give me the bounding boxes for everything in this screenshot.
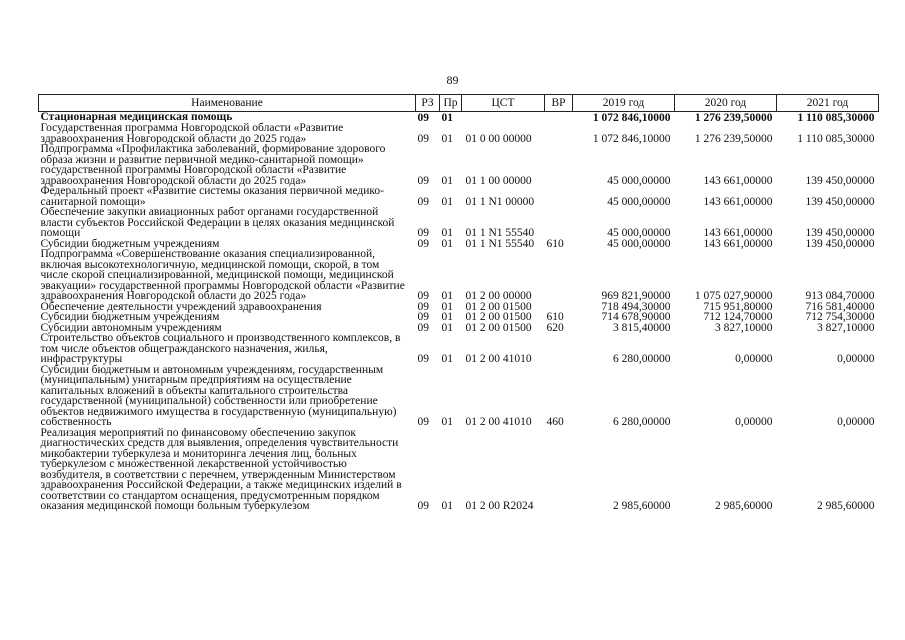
row-2021: 0,00000 (837, 353, 875, 365)
row-2021: 3 827,10000 (817, 321, 875, 334)
row-cst: 01 1 00 00000 (465, 174, 532, 187)
row-cst: 01 2 00 00000 (465, 290, 532, 302)
row-name: Обеспечение деятельности учреждений здравоохранения (40, 300, 322, 313)
row-2020: 2 985,60000 (715, 500, 773, 512)
row-rz: 09 (417, 111, 429, 124)
row-name: Строительство объектов социального и производственного комплексов, в том числе объектов общегражданского назначения, жилья, инфраструктуры (40, 332, 401, 365)
table-row (39, 207, 879, 239)
header-cst: ЦСТ (462, 95, 545, 112)
row-cst: 01 2 00 01500 (465, 321, 532, 334)
row-vr: 610 (546, 237, 564, 250)
table-header-row (39, 95, 879, 112)
header-pr: Пр (440, 95, 462, 112)
row-2021: 139 450,00000 (805, 227, 875, 239)
row-2019: 714 678,90000 (601, 311, 671, 323)
row-2021: 0,00000 (837, 416, 875, 428)
row-pr: 01 (441, 353, 453, 365)
row-rz: 09 (417, 290, 429, 302)
row-2020: 0,00000 (735, 416, 773, 428)
row-2020: 143 661,00000 (703, 237, 773, 250)
row-2021: 1 110 085,30000 (797, 111, 875, 124)
row-rz: 09 (417, 353, 429, 365)
table-row (39, 123, 879, 144)
row-2021: 712 754,30000 (805, 311, 875, 323)
row-pr: 01 (441, 290, 453, 302)
row-cst (462, 112, 545, 124)
row-2019: 1 072 846,10000 (592, 111, 671, 124)
row-pr: 01 (441, 500, 453, 512)
row-2020: 3 827,10000 (715, 321, 773, 334)
row-rz: 09 (417, 174, 429, 187)
row-cst: 01 2 00 01500 (465, 311, 532, 323)
row-2019: 969 821,90000 (601, 290, 671, 302)
header-2019: 2019 год (573, 95, 675, 112)
row-vr: 460 (546, 416, 564, 428)
row-vr (545, 144, 573, 186)
row-pr: 01 (441, 111, 453, 124)
page-number: 89 (446, 73, 459, 87)
row-2020: 143 661,00000 (703, 227, 773, 239)
table-row (39, 333, 879, 365)
row-rz: 09 (417, 195, 429, 208)
row-2019: 1 072 846,10000 (592, 132, 671, 145)
row-pr: 01 (441, 311, 453, 323)
row-cst: 01 2 00 41010 (465, 353, 532, 365)
table-row (39, 312, 879, 323)
row-2021: 913 084,70000 (805, 290, 875, 302)
row-2020: 0,00000 (735, 353, 773, 365)
row-cst: 01 2 00 41010 (465, 416, 532, 428)
row-vr (545, 428, 573, 512)
row-2019: 3 815,40000 (613, 321, 671, 334)
header-2020: 2020 год (675, 95, 777, 112)
row-name: Подпрограмма «Совершенствование оказания специализированной, включая высокотехнологичную, медицинской помощи, скорой, в том числе скорой специализированной, медицинской помощи, медицинской эвакуации» государственной программы Новгородской области «Развитие здравоохранения Новгородской области до 2025 года» (40, 248, 405, 302)
row-vr (545, 333, 573, 365)
row-rz: 09 (417, 132, 429, 145)
row-cst: 01 2 00 R2024 (465, 500, 534, 512)
row-pr: 01 (441, 132, 453, 145)
row-2019: 45 000,00000 (607, 174, 671, 187)
table-row (39, 144, 879, 186)
row-pr: 01 (441, 227, 453, 239)
row-cst: 01 1 N1 55540 (465, 227, 535, 239)
row-name: Государственная программа Новгородской области «Развитие здравоохранения Новгородской области до 2025 года» (40, 122, 344, 145)
row-vr: 620 (546, 321, 564, 334)
row-name: Субсидии бюджетным учреждениям (40, 237, 220, 250)
row-rz: 09 (417, 227, 429, 239)
row-2020: 1 075 027,90000 (694, 290, 773, 302)
row-2020: 1 276 239,50000 (694, 132, 773, 145)
row-2021: 1 110 085,30000 (797, 132, 875, 145)
row-name: Стационарная медицинская помощь (40, 111, 233, 123)
row-pr: 01 (441, 300, 453, 313)
header-vr: ВР (545, 95, 573, 112)
row-pr: 01 (441, 195, 453, 208)
row-2020: 712 124,70000 (703, 311, 773, 323)
table-body (39, 112, 879, 512)
row-2020: 143 661,00000 (703, 174, 773, 187)
table-row (39, 428, 879, 512)
row-rz: 09 (417, 300, 429, 313)
row-2021: 716 581,40000 (805, 300, 875, 313)
table-row (39, 249, 879, 302)
row-pr: 01 (441, 237, 453, 250)
row-name: Федеральный проект «Развитие системы оказания первичной медико-санитарной помощи» (40, 185, 385, 208)
row-2020: 715 951,80000 (703, 300, 773, 313)
row-vr (545, 186, 573, 207)
row-name: Обеспечение закупки авиационных работ органами государственной власти субъектов Российской Федерации в целях оказания медицинской помощи (40, 206, 395, 239)
header-name: Наименование (39, 95, 416, 112)
row-vr (545, 207, 573, 239)
row-pr: 01 (441, 321, 453, 334)
budget-table (38, 94, 879, 512)
row-cst: 01 2 00 01500 (465, 300, 532, 313)
row-rz: 09 (417, 321, 429, 334)
row-2021: 2 985,60000 (817, 500, 875, 512)
row-vr: 610 (546, 311, 564, 323)
row-rz: 09 (417, 416, 429, 428)
header-2021: 2021 год (777, 95, 879, 112)
row-2019: 6 280,00000 (613, 416, 671, 428)
row-name: Субсидии автономным учреждениям (40, 321, 222, 334)
row-name: Подпрограмма «Профилактика заболеваний, формирование здорового образа жизни и развитие первичной медико-санитарной помощи» государственной программы Новгородской области «Развитие здравоохранения Новгородской области до 2025 года» (40, 143, 386, 187)
row-rz: 09 (417, 311, 429, 323)
row-cst: 01 1 N1 00000 (465, 195, 535, 208)
row-pr: 01 (441, 174, 453, 187)
row-2021: 139 450,00000 (805, 237, 875, 250)
table-row (39, 365, 879, 428)
row-2021: 139 450,00000 (805, 195, 875, 208)
row-name: Реализация мероприятий по финансовому обеспечению закупок диагностических средств для выявления, определения чувствительности микобактерии туберкулеза и мониторинга лечения лиц, больных туберкулезом с множественной лекарственной устойчивостью возбудителя, в соответствии с перечнем, утвержденным Министерством здравоохранения Российской Федерации, а также медицинских изделий в соответствии со стандартом оснащения, предусмотренным порядком оказания медицинской помощи больным туберкулезом (40, 426, 402, 512)
row-cst: 01 1 N1 55540 (465, 237, 535, 250)
row-2020: 143 661,00000 (703, 195, 773, 208)
row-2019: 45 000,00000 (607, 237, 671, 250)
table-row (39, 186, 879, 207)
row-2019: 2 985,60000 (613, 500, 671, 512)
row-rz: 09 (417, 237, 429, 250)
row-2019: 45 000,00000 (607, 195, 671, 208)
row-vr (545, 123, 573, 144)
row-pr: 01 (441, 416, 453, 428)
row-name: Субсидии бюджетным и автономным учреждениям, государственным (муниципальным) унитарным предприятиям на осуществление капитальных вложений в объекты капитального строительства государственной (муниципальной) собственности или приобретение объектов недвижимого имущества в государственную (муниципальную) собственность (40, 363, 397, 428)
row-2021: 139 450,00000 (805, 174, 875, 187)
row-name: Субсидии бюджетным учреждениям (40, 311, 220, 323)
row-vr (545, 112, 573, 124)
row-cst: 01 0 00 00000 (465, 132, 532, 145)
row-2019: 45 000,00000 (607, 227, 671, 239)
row-rz: 09 (417, 500, 429, 512)
row-2019: 718 494,30000 (601, 300, 671, 313)
header-rz: РЗ (416, 95, 440, 112)
row-2019: 6 280,00000 (613, 353, 671, 365)
row-vr (545, 249, 573, 302)
row-2020: 1 276 239,50000 (694, 111, 773, 124)
